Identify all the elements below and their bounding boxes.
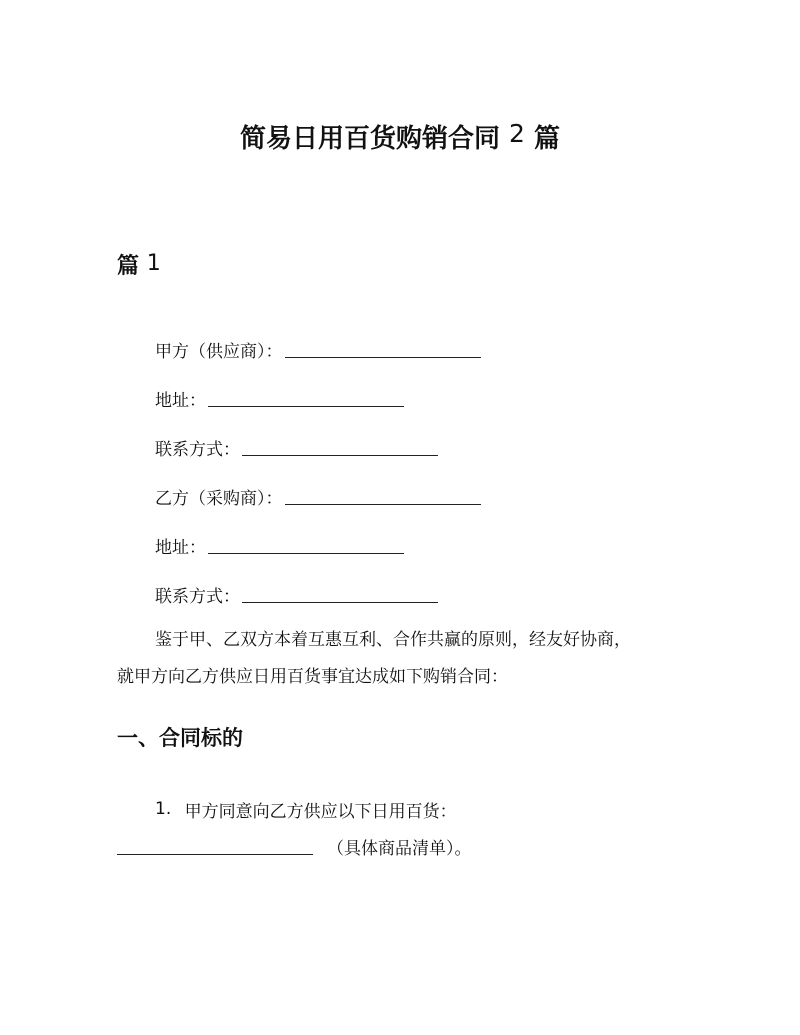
title-number: 2 [509,119,525,148]
field-party-b-address [155,533,404,558]
field-label: 地址： [155,538,206,558]
field-label: 乙方（采购商）： [155,489,283,509]
fill-in-line[interactable] [285,356,481,358]
fill-in-line[interactable] [208,405,404,407]
clause-1-continuation [117,834,472,859]
field-label: 联系方式： [155,440,240,460]
fill-in-line[interactable] [242,601,438,603]
intro-paragraph [117,622,697,696]
fill-in-line[interactable] [117,853,313,855]
field-label: 联系方式： [155,587,240,607]
field-label: 甲方（供应商）： [155,342,283,362]
section-label: 篇 [117,254,140,279]
fill-in-line[interactable] [208,552,404,554]
fill-in-line[interactable] [285,503,481,505]
section-heading [117,249,161,280]
field-party-b [155,484,481,509]
heading-contract-subject: 一、合同标的 [117,726,243,750]
clause-1 [155,797,457,822]
intro-line-2: 就甲方向乙方供应日用百货事宜达成如下购销合同： [117,667,508,687]
document-title [0,118,800,155]
intro-line-1: 鉴于甲、乙双方本着互惠互利、合作共赢的原则，经友好协商， [155,630,631,650]
field-label: 地址： [155,391,206,411]
clause-suffix: （具体商品清单）。 [327,839,472,859]
clause-number: 1. [155,799,172,819]
fill-in-line[interactable] [242,454,438,456]
field-party-a-address [155,386,404,411]
section-number: 1 [146,251,161,276]
field-party-b-contact [155,582,438,607]
field-party-a [155,337,481,362]
field-party-a-contact [155,435,438,460]
title-suffix: 篇 [534,124,561,154]
clause-text: 甲方同意向乙方供应以下日用百货： [184,802,457,822]
title-text: 简易日用百货购销合同 [239,124,500,154]
